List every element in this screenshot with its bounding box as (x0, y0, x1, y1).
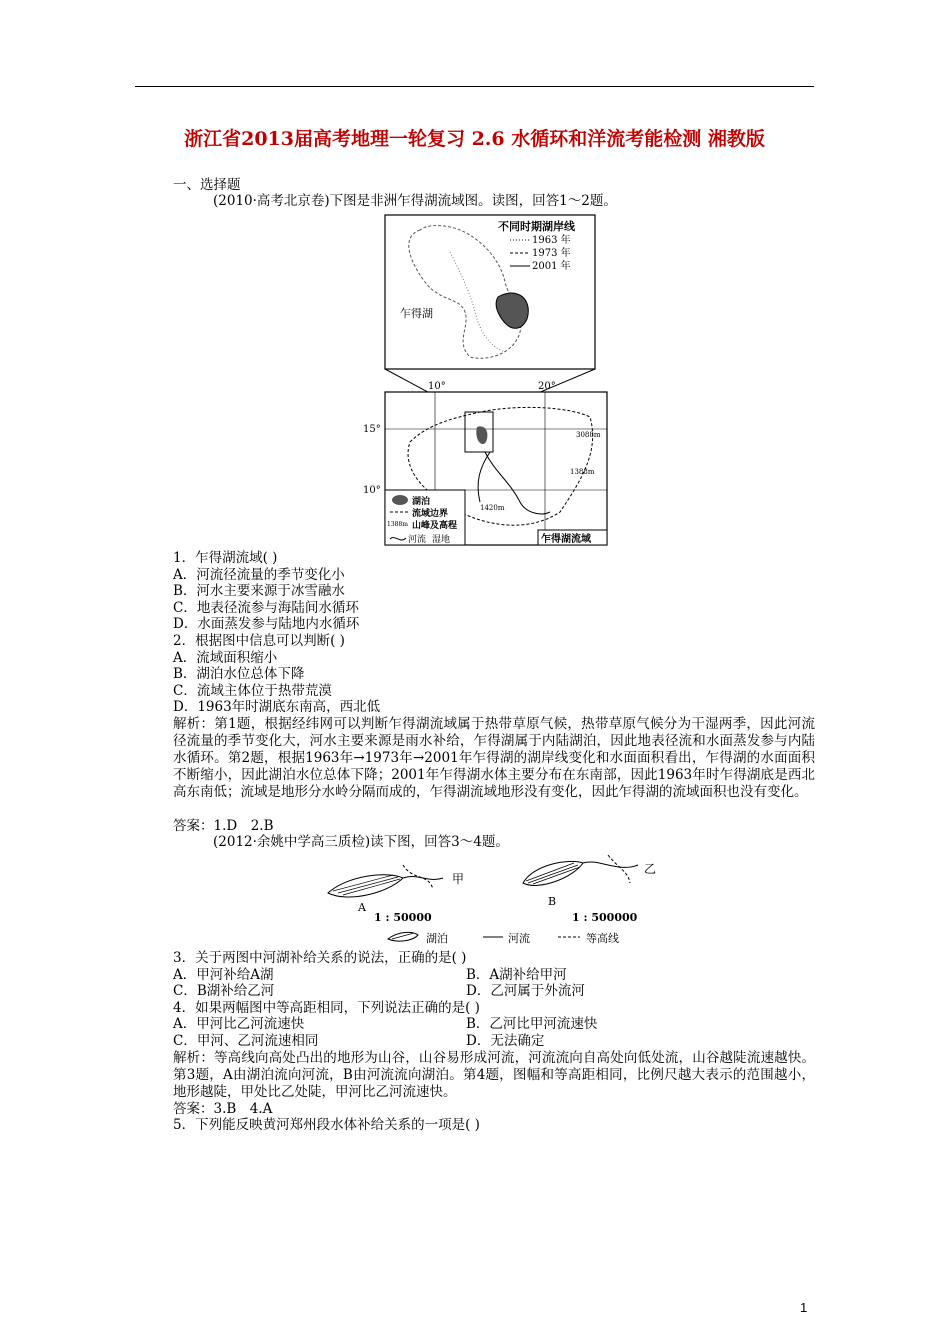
scale-a: 1 : 50000 (374, 911, 432, 924)
answer-1: 答案：1.D 2.B (173, 818, 274, 834)
legend-contour: 等高线 (586, 932, 619, 945)
q1-option-d: D．水面蒸发参与陆地内水循环 (173, 616, 360, 632)
q3-option-a: A．甲河补给A湖 (173, 967, 274, 983)
legend-shoreline-title: 不同时期湖岸线 (498, 220, 575, 233)
header-rule (135, 86, 814, 87)
label-jia: 甲 (452, 872, 465, 886)
q2-option-a: A．流域面积缩小 (173, 650, 278, 666)
section-heading: 一、选择题 (173, 177, 241, 193)
peak-3088: 3088m (576, 431, 601, 439)
peak-1420: 1420m (480, 504, 505, 512)
legend-river: 河流 (408, 535, 427, 545)
q1-option-a: A．河流径流量的季节变化小 (173, 567, 345, 583)
inset-lake-label: 乍得湖 (400, 307, 433, 320)
analysis-1: 解析：第1题，根据经纬网可以判断乍得湖流域属于热带草原气候，热带草原气候分为干湿两季，因此河流径流量的季节变化大，河水主要来源是雨水补给，乍得湖属于内陆湖泊，因此地表径流和水面蒸发参与内陆水循环。第2题，根据1963年→1973年→2001年乍得湖的湖岸线变化和水面面积看出，乍得湖的水面面积不断缩小，因此湖泊水位总体下降；2001年乍得湖水体主要分布在东南部，因此1963年时乍得湖底是西北高东南低；流域是地形分水岭分隔而成的，乍得湖流域地形没有变化，因此乍得湖的流域面积也没有变化。 (173, 716, 815, 800)
legend-1963: 1963 年 (532, 235, 571, 246)
question-1: 1．乍得湖流域( ) (173, 550, 278, 566)
basin-label: 乍得湖流域 (541, 534, 591, 545)
scale-b: 1 : 500000 (572, 911, 638, 924)
answer-2: 答案：3.B 4.A (173, 1101, 273, 1117)
legend-peak-value: 1388m (387, 521, 408, 528)
legend-peak: 山峰及高程 (412, 521, 458, 531)
q4-option-d: D．无法确定 (466, 1033, 545, 1049)
question-5: 5．下列能反映黄河郑州段水体补给关系的一项是( ) (173, 1117, 480, 1133)
legend-boundary: 流域边界 (412, 509, 449, 519)
lat-10-label: 10° (363, 485, 381, 496)
question-2: 2．根据图中信息可以判断( ) (173, 633, 345, 649)
q3-option-c: C．B湖补给乙河 (173, 983, 275, 999)
label-b: B (548, 895, 557, 908)
q4-option-c: C．甲河、乙河流速相同 (173, 1033, 319, 1049)
legend-wetland: 湿地 (432, 535, 451, 545)
q2-option-c: C．流域主体位于热带荒漠 (173, 683, 332, 699)
intro-q1-2: (2010·高考北京卷)下图是非洲乍得湖流域图。读图，回答1～2题。 (213, 193, 617, 209)
question-3: 3．关于两图中河湖补给关系的说法，正确的是( ) (173, 950, 467, 966)
legend-1973: 1973 年 (532, 248, 571, 259)
q1-option-b: B．河水主要来源于冰雪融水 (173, 583, 345, 599)
intro-q3-4: (2012·余姚中学高三质检)读下图，回答3～4题。 (213, 834, 509, 850)
legend-2001: 2001 年 (532, 261, 571, 272)
question-4: 4．如果两幅图中等高距相同，下列说法正确的是( ) (173, 1000, 480, 1016)
page-title: 浙江省2013届高考地理一轮复习 2.6 水循环和洋流考能检测 湘教版 (184, 128, 765, 150)
analysis-2: 解析：等高线向高处凸出的地形为山谷，山谷易形成河流，河流流向自高处向低处流，山谷越陡流速越快。第3题，A由湖泊流向河流，B由河流流向湖泊。第4题，图幅和等高距相同，比例尺越大表示的范围越小，地形越陡，甲处比乙处陡，甲河比乙河流速快。 (173, 1050, 815, 1100)
q2-option-b: B．湖泊水位总体下降 (173, 666, 305, 682)
lat-15-label: 15° (363, 424, 381, 435)
page-number: 1 (800, 1300, 808, 1315)
lon-20-label: 20° (538, 381, 556, 392)
q3-option-d: D．乙河属于外流河 (466, 983, 585, 999)
q1-option-c: C．地表径流参与海陆间水循环 (173, 600, 359, 616)
q4-option-b: B．乙河比甲河流速快 (466, 1016, 598, 1032)
label-a: A (358, 901, 366, 914)
peak-1388: 1388m (570, 468, 595, 476)
label-yi: 乙 (644, 862, 657, 876)
lon-10-label: 10° (428, 381, 446, 392)
q3-option-b: B．A湖补给甲河 (466, 967, 567, 983)
chad-lake-map (363, 212, 610, 548)
legend-lake-2: 湖泊 (426, 932, 448, 945)
q4-option-a: A．甲河比乙河流速快 (173, 1016, 305, 1032)
q2-option-d: D．1963年时湖底东南高，西北低 (173, 699, 381, 715)
river-lake-diagram (318, 853, 658, 948)
legend-lake: 湖泊 (412, 497, 431, 507)
legend-river-2: 河流 (508, 932, 530, 945)
